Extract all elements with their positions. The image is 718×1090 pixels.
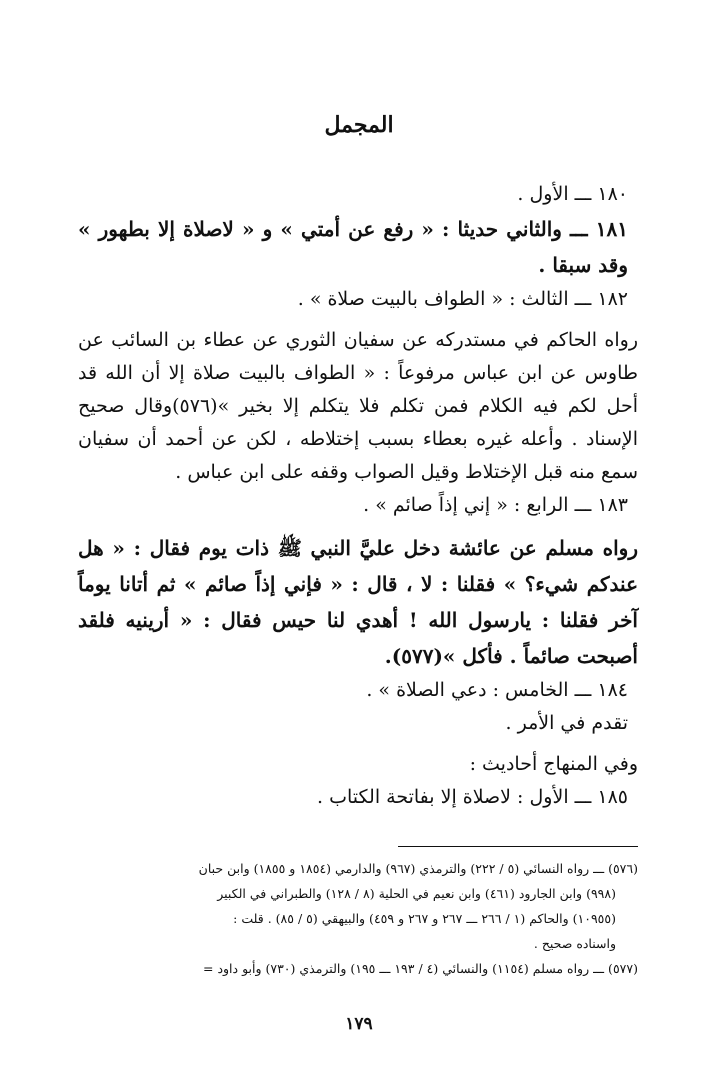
paragraph-182: ١٨٢ ـــ الثالث : « الطواف بالبيت صلاة » . (297, 288, 628, 310)
paragraph-181: ١٨١ ـــ والثاني حديثا : « رفع عن أمتي » و « لاصلاة إلا بطهور » وقد سبقا . (78, 217, 628, 277)
paragraph-183: ١٨٣ ـــ الرابع : « إني إذاً صائم » . (363, 494, 628, 516)
main-text (78, 178, 638, 814)
paragraph-183-commentary: رواه مسلم عن عائشة دخل عليَّ النبي ﷺ ذات يوم فقال : « هل عندكم شيء؟ » فقلنا : لا ، قال : « فإني إذاً صائم » ثم أتانا يوماً آخر فقلنا : يارسول الله ! أهدي لنا حيس فقال : « أرينيه فلقد أصبحت صائماً . فأكل »(٥٧٧). (78, 536, 638, 668)
minhaj-heading: وفي المنهاج أحاديث : (469, 753, 638, 775)
footnote-576-line-3: (١٠٩٥٥) والحاكم (١ / ٢٦٦ ـــ ٢٦٧ و ٢٦٧ و ٤٥٩) والبيهقي (٥ / ٨٥) . قلت : (233, 911, 616, 926)
footnotes (38, 856, 638, 981)
footnote-577-line-1: (٥٧٧) ـــ رواه مسلم (١١٥٤) والنسائي (٤ / ١٩٣ ـــ ١٩٥) والترمذي (٧٣٠) وأبو داود = (203, 961, 638, 976)
footnote-divider (398, 846, 638, 847)
paragraph-182-commentary: رواه الحاكم في مستدركه عن سفيان الثوري عن عطاء بن السائب عن طاوس عن ابن عباس مرفوعاً : « الطواف بالبيت صلاة إلا أن الله قد أحل لكم فيه الكلام فمن تكلم فلا يتكلم إلا بخير »(٥٧٦)وقال صحيح الإسناد . وأعله غيره بعطاء بسبب إختلاطه ، لكن عن أحمد أن سفيان سمع منه قبل الإختلاط وقيل الصواب وقفه على ابن عباس . (78, 329, 639, 483)
page-title: المجمل (324, 112, 394, 138)
paragraph-184-note: تقدم في الأمر . (505, 712, 628, 734)
footnote-576-line-1: (٥٧٦) ـــ رواه النسائي (٥ / ٢٢٢) والترمذي (٩٦٧) والدارمي (١٨٥٤ و ١٨٥٥) وابن حبان (198, 861, 638, 876)
footnote-576-line-4: واسناده صحيح . (533, 936, 616, 951)
page-number: ١٧٩ (345, 1014, 373, 1034)
paragraph-184: ١٨٤ ـــ الخامس : دعي الصلاة » . (366, 679, 628, 701)
paragraph-180: ١٨٠ ـــ الأول . (517, 183, 628, 205)
paragraph-185: ١٨٥ ـــ الأول : لاصلاة إلا بفاتحة الكتاب . (317, 786, 628, 808)
footnote-576-line-2: (٩٩٨) وابن الجارود (٤٦١) وابن نعيم في الحلية (٨ / ١٢٨) والطبراني في الكبير (217, 886, 616, 901)
